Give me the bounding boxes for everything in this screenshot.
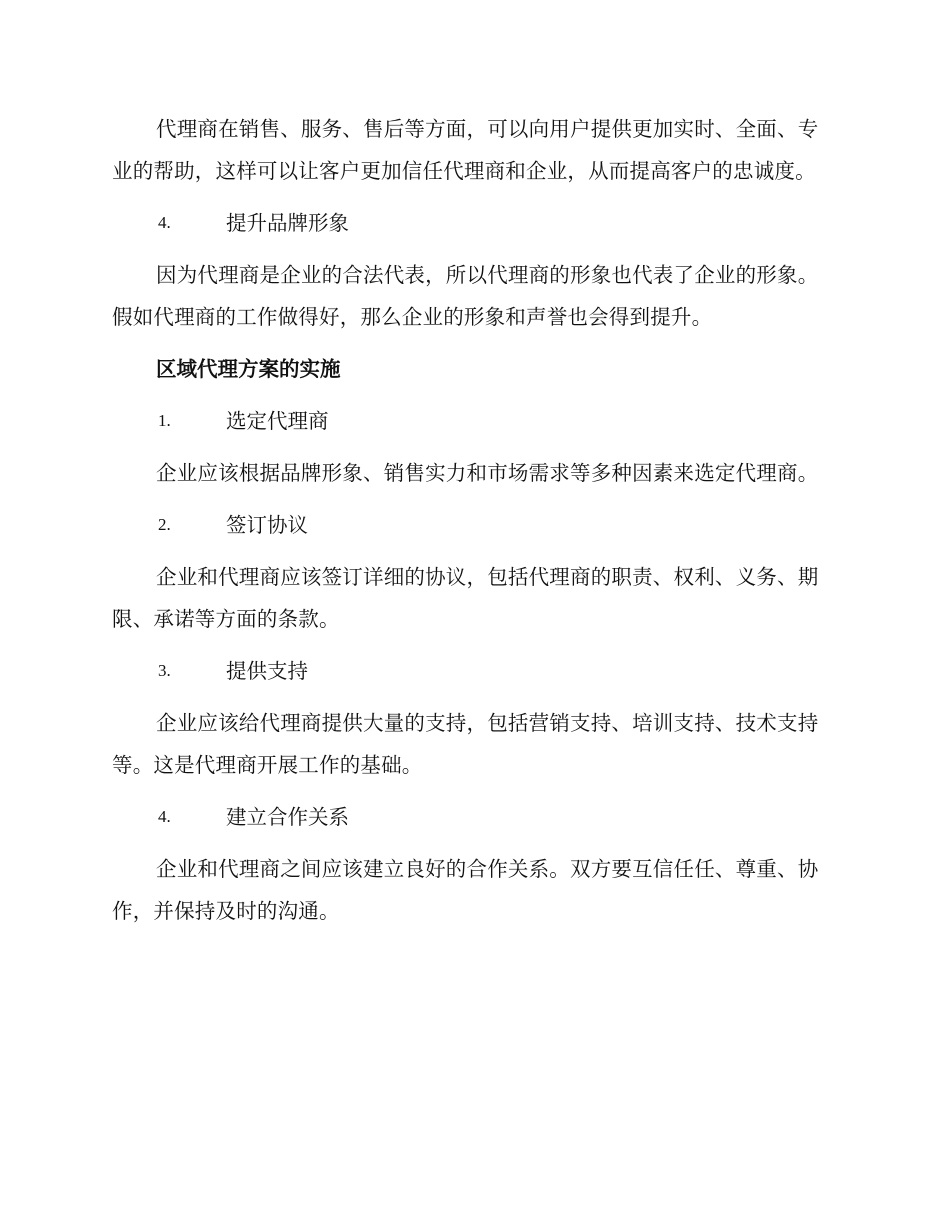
paragraph-sign-agreement: 企业和代理商应该签订详细的协议，包括代理商的职责、权利、义务、期限、承诺等方面的条款。 <box>112 565 819 631</box>
list-item-sign-agreement <box>112 504 832 546</box>
paragraph-customer-loyalty: 代理商在销售、服务、售后等方面，可以向用户提供更加实时、全面、专业的帮助，这样可以让客户更加信任代理商和企业，从而提高客户的忠诚度。 <box>112 117 819 183</box>
paragraph-select-agent: 企业应该根据品牌形象、销售实力和市场需求等多种因素来选定代理商。 <box>156 461 819 485</box>
list-item-label: 提升品牌形象 <box>226 211 349 235</box>
list-item-label: 签订协议 <box>226 513 308 537</box>
list-item-number: 4. <box>158 807 171 826</box>
list-item-brand-image <box>112 202 832 244</box>
list-item-label: 提供支持 <box>226 659 308 683</box>
list-item-label: 建立合作关系 <box>226 805 349 829</box>
section-heading-implementation: 区域代理方案的实施 <box>156 357 341 381</box>
list-item-number: 2. <box>158 515 171 534</box>
list-item-provide-support <box>112 650 832 692</box>
list-item-number: 4. <box>158 213 171 232</box>
paragraph-brand-image: 因为代理商是企业的合法代表，所以代理商的形象也代表了企业的形象。假如代理商的工作做得好，那么企业的形象和声誉也会得到提升。 <box>112 263 819 329</box>
list-item-label: 选定代理商 <box>226 409 329 433</box>
list-item-select-agent <box>112 400 832 442</box>
paragraph-cooperation: 企业和代理商之间应该建立良好的合作关系。双方要互信任任、尊重、协作，并保持及时的沟通。 <box>112 857 819 923</box>
list-item-cooperation <box>112 796 832 838</box>
document-body <box>112 108 832 942</box>
list-item-number: 1. <box>158 411 171 430</box>
list-item-number: 3. <box>158 661 171 680</box>
paragraph-provide-support: 企业应该给代理商提供大量的支持，包括营销支持、培训支持、技术支持等。这是代理商开展工作的基础。 <box>112 711 819 777</box>
